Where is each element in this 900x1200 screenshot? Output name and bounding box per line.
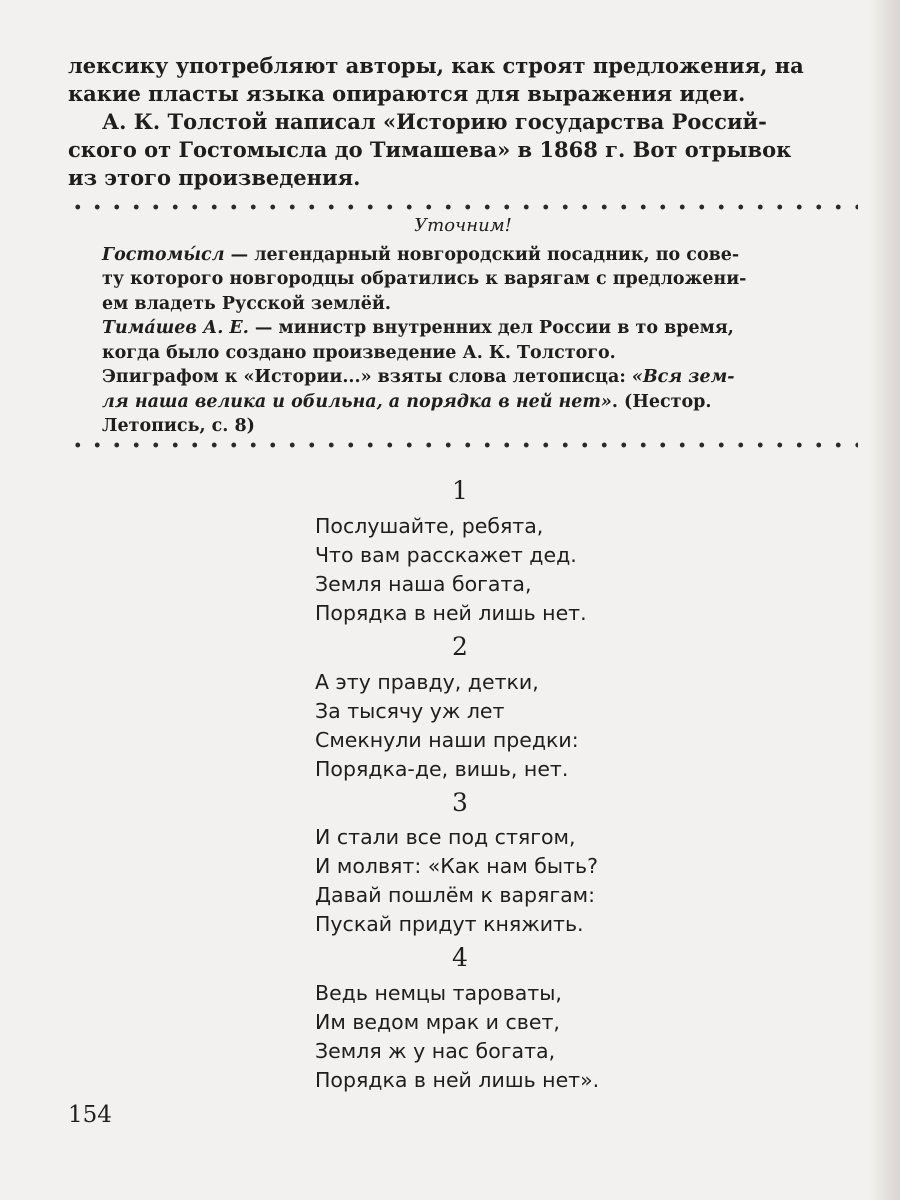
note-title: Уточним! (414, 215, 512, 236)
poem-line: Порядка в ней лишь нет. (315, 601, 587, 625)
intro-line: какие пласты языка опираются для выражения идеи. (68, 81, 746, 106)
epigraph-quote: ля наша велика и обильна, а порядка в ней нет» (102, 391, 612, 412)
stanza (315, 512, 735, 628)
note-epigraph-cont (102, 390, 824, 415)
poem-line: Порядка-де, вишь, нет. (315, 757, 569, 781)
note-text: Эпиграфом к «Истории...» взяты слова летописца: (102, 367, 632, 387)
poem-line: Ведь немцы тароваты, (315, 981, 562, 1005)
poem-line: Земля ж у нас богата, (315, 1039, 556, 1063)
note-text: ем владеть Русской землёй. (102, 293, 391, 314)
page-edge (870, 0, 900, 1200)
epigraph-quote: «Вся зем- (631, 367, 735, 387)
poem-line: А эту правду, детки, (315, 670, 539, 694)
poem-line: Порядка в ней лишь нет». (315, 1068, 600, 1092)
intro-line: ского от Гостомысла до Тимашева» в 1868 г. Вот отрывок (68, 137, 792, 162)
stanza-number: 2 (452, 632, 468, 661)
epigraph-source: Летопись, с. 8) (102, 416, 255, 436)
note-text: — легендарный новгородский посадник, по сове- (224, 244, 740, 265)
note-timashev (102, 316, 824, 341)
term-gostomysl: Гостомы́сл (102, 244, 225, 265)
poem-line: Послушайте, ребята, (315, 514, 544, 538)
stanza (315, 823, 735, 939)
note-text: — министр внутренних дел России в то время, (248, 318, 734, 338)
stanza (315, 979, 735, 1095)
note-text: когда было создано произведение А. К. Толстого. (102, 342, 616, 363)
epigraph-source: . (Нестор. (611, 391, 712, 412)
poem-line: Что вам расскажет дед. (315, 543, 577, 567)
poem-line: Давай пошлём к варягам: (315, 883, 596, 907)
stanza-number: 1 (452, 476, 468, 505)
intro-line: А. К. Толстой написал «Историю государства Россий- (102, 109, 767, 134)
poem-line: И стали все под стягом, (315, 825, 576, 849)
poem-line: Им ведом мрак и свет, (315, 1010, 560, 1034)
poem-line: И молвят: «Как нам быть? (315, 854, 598, 878)
stanza (315, 668, 735, 784)
note-gostomysl (102, 243, 824, 268)
dotted-divider-top (68, 204, 858, 210)
term-timashev: Тима́шев А. Е. (102, 318, 249, 338)
clarification-box (102, 214, 824, 439)
note-epigraph (102, 365, 824, 390)
dotted-divider-bottom (68, 442, 858, 448)
poem-line: Пускай придут княжить. (315, 912, 584, 936)
note-text: ту которого новгородцы обратились к варягам с предложени- (102, 269, 747, 289)
intro-line: лексику употребляют авторы, как строят предложения, на (68, 53, 804, 78)
poem-line: Смекнули наши предки: (315, 728, 579, 752)
intro-line: из этого произведения. (68, 165, 361, 190)
stanza-number: 3 (452, 788, 468, 817)
intro-paragraph (68, 52, 858, 192)
poem-line: За тысячу уж лет (315, 699, 505, 723)
page-number: 154 (68, 1102, 112, 1128)
poem-line: Земля наша богата, (315, 572, 532, 596)
stanza-number: 4 (452, 943, 468, 972)
